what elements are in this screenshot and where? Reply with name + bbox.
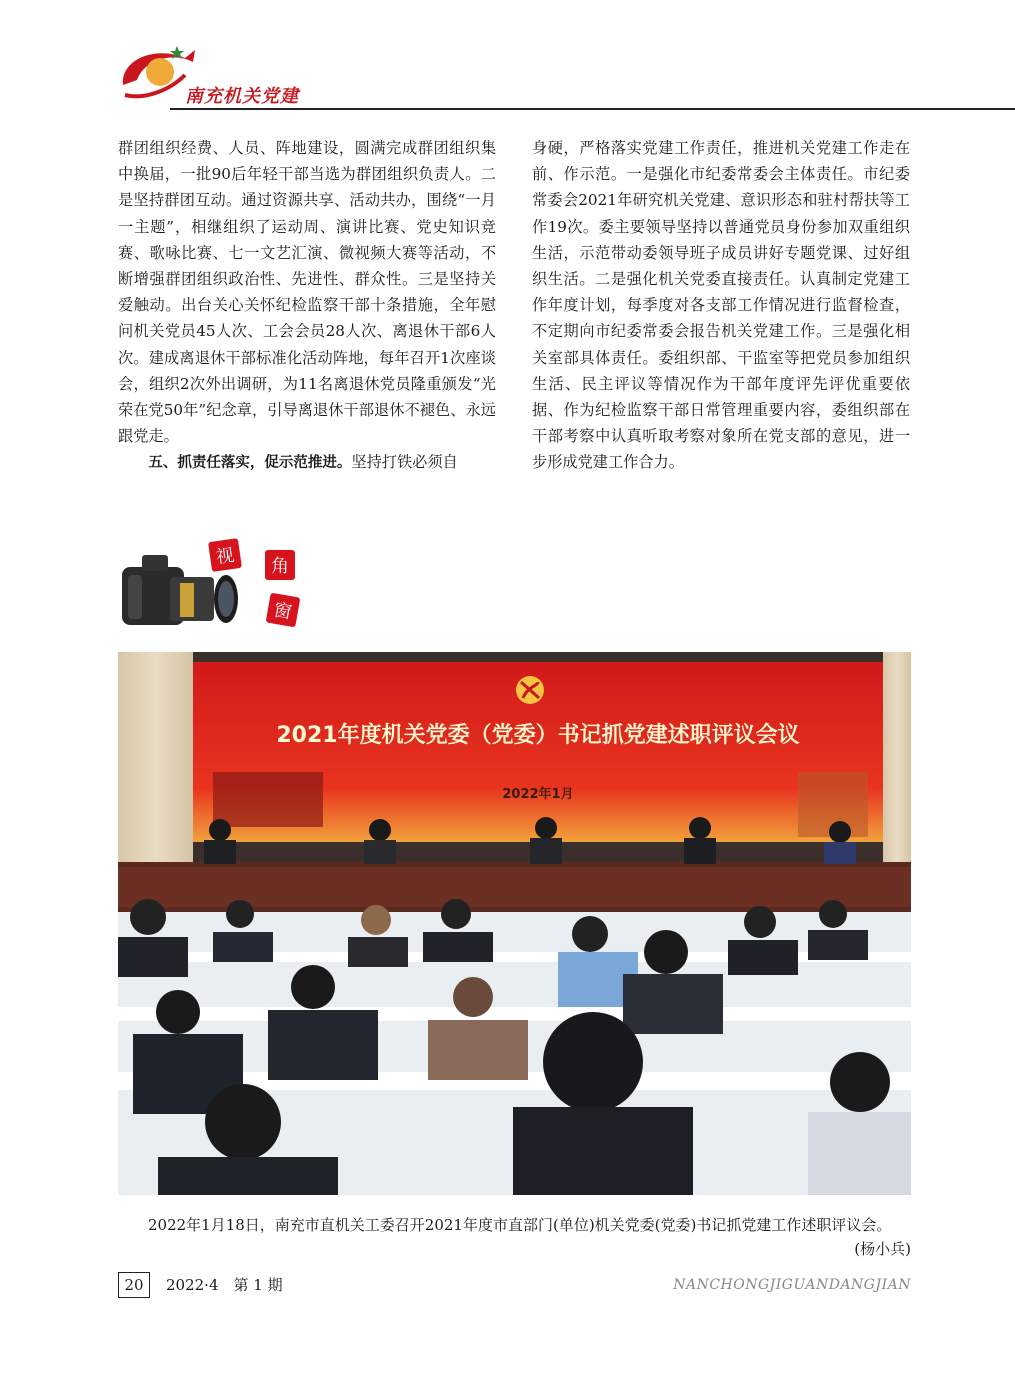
left-text-column: [118, 135, 496, 477]
banner-title: 2021年度机关党委（党委）书记抓党建述职评议会议: [276, 723, 800, 748]
left-paragraph-1: 群团组织经费、人员、阵地建设，圆满完成群团组织集中换届，一批90后年轻干部当选为群团组织负责人。二是坚持群团互动。通过资源共享、活动共办，围绕“一月一主题”，相继组织了运动周、演讲比赛、党史知识竞赛、歌咏比赛、七一文艺汇演、微视频大赛等活动，不断增强群团组织政治性、先进性、群众性。三是坚持关爱触动。出台关心关怀纪检监察干部十条措施，全年慰问机关党员45人次、工会会员28人次、离退休干部6人次。建成离退休干部标准化活动阵地，每年召开1次座谈会，组织2次外出调研，为11名离退休党员隆重颁发“光荣在党50年”纪念章，引导离退休干部退休不褪色、永远跟党走。: [118, 139, 496, 446]
page-header: [0, 0, 1015, 115]
meeting-photo: [118, 652, 911, 1195]
right-paragraph-1: 身硬，严格落实党建工作责任，推进机关党建工作走在前、作示范。一是强化市纪委常委会主体责任。市纪委常委会2021年研究机关党建、意识形态和驻村帮扶等工作19次。委主要领导坚持以普通党员身份参加双重组织生活，示范带动委领导班子成员讲好专题党课、过好组织生活。二是强化机关党委直接责任。认真制定党建工作年度计划，每季度对各支部工作情况进行监督检查，不定期向市纪委常委会报告机关党建工作。三是强化相关室部具体责任。委组织部、干监室等把党员参加组织生活、民主评议等情况作为干部年度评先评优重要依据、作为纪检监察干部日常管理重要内容，委组织部在干部考察中认真听取考察对象所在党支部的意见，进一步形成党建工作合力。: [532, 139, 910, 472]
caption-credit: (杨小兵): [854, 1240, 911, 1258]
section-five-text: 坚持打铁必须自: [351, 453, 458, 472]
section-tag-3: 窗: [266, 593, 301, 628]
english-magazine-title: NANCHONGJIGUANDANGJIAN: [673, 1277, 911, 1293]
section-tag-2: 角: [265, 550, 295, 580]
photo-caption: [118, 1213, 911, 1238]
banner-date: 2022年1月: [502, 787, 574, 802]
left-paragraph-2: [118, 449, 496, 476]
issue-label: 2022·4 第 1 期: [166, 1276, 283, 1294]
section-five-heading: 五、抓责任落实，促示范推进。: [148, 455, 352, 472]
meeting-scene-image: [118, 652, 911, 1195]
page-number: 20: [118, 1272, 150, 1298]
right-text-column: [532, 135, 910, 476]
header-divider: [170, 108, 1015, 110]
magazine-title: 南充机关党建: [185, 86, 299, 107]
section-tag-1: 视: [208, 538, 242, 572]
section-marker: [115, 535, 315, 635]
caption-text: 2022年1月18日，南充市直机关工委召开2021年度市直部门(单位)机关党委(党委)书记抓党建工作述职评议会。: [148, 1216, 892, 1234]
